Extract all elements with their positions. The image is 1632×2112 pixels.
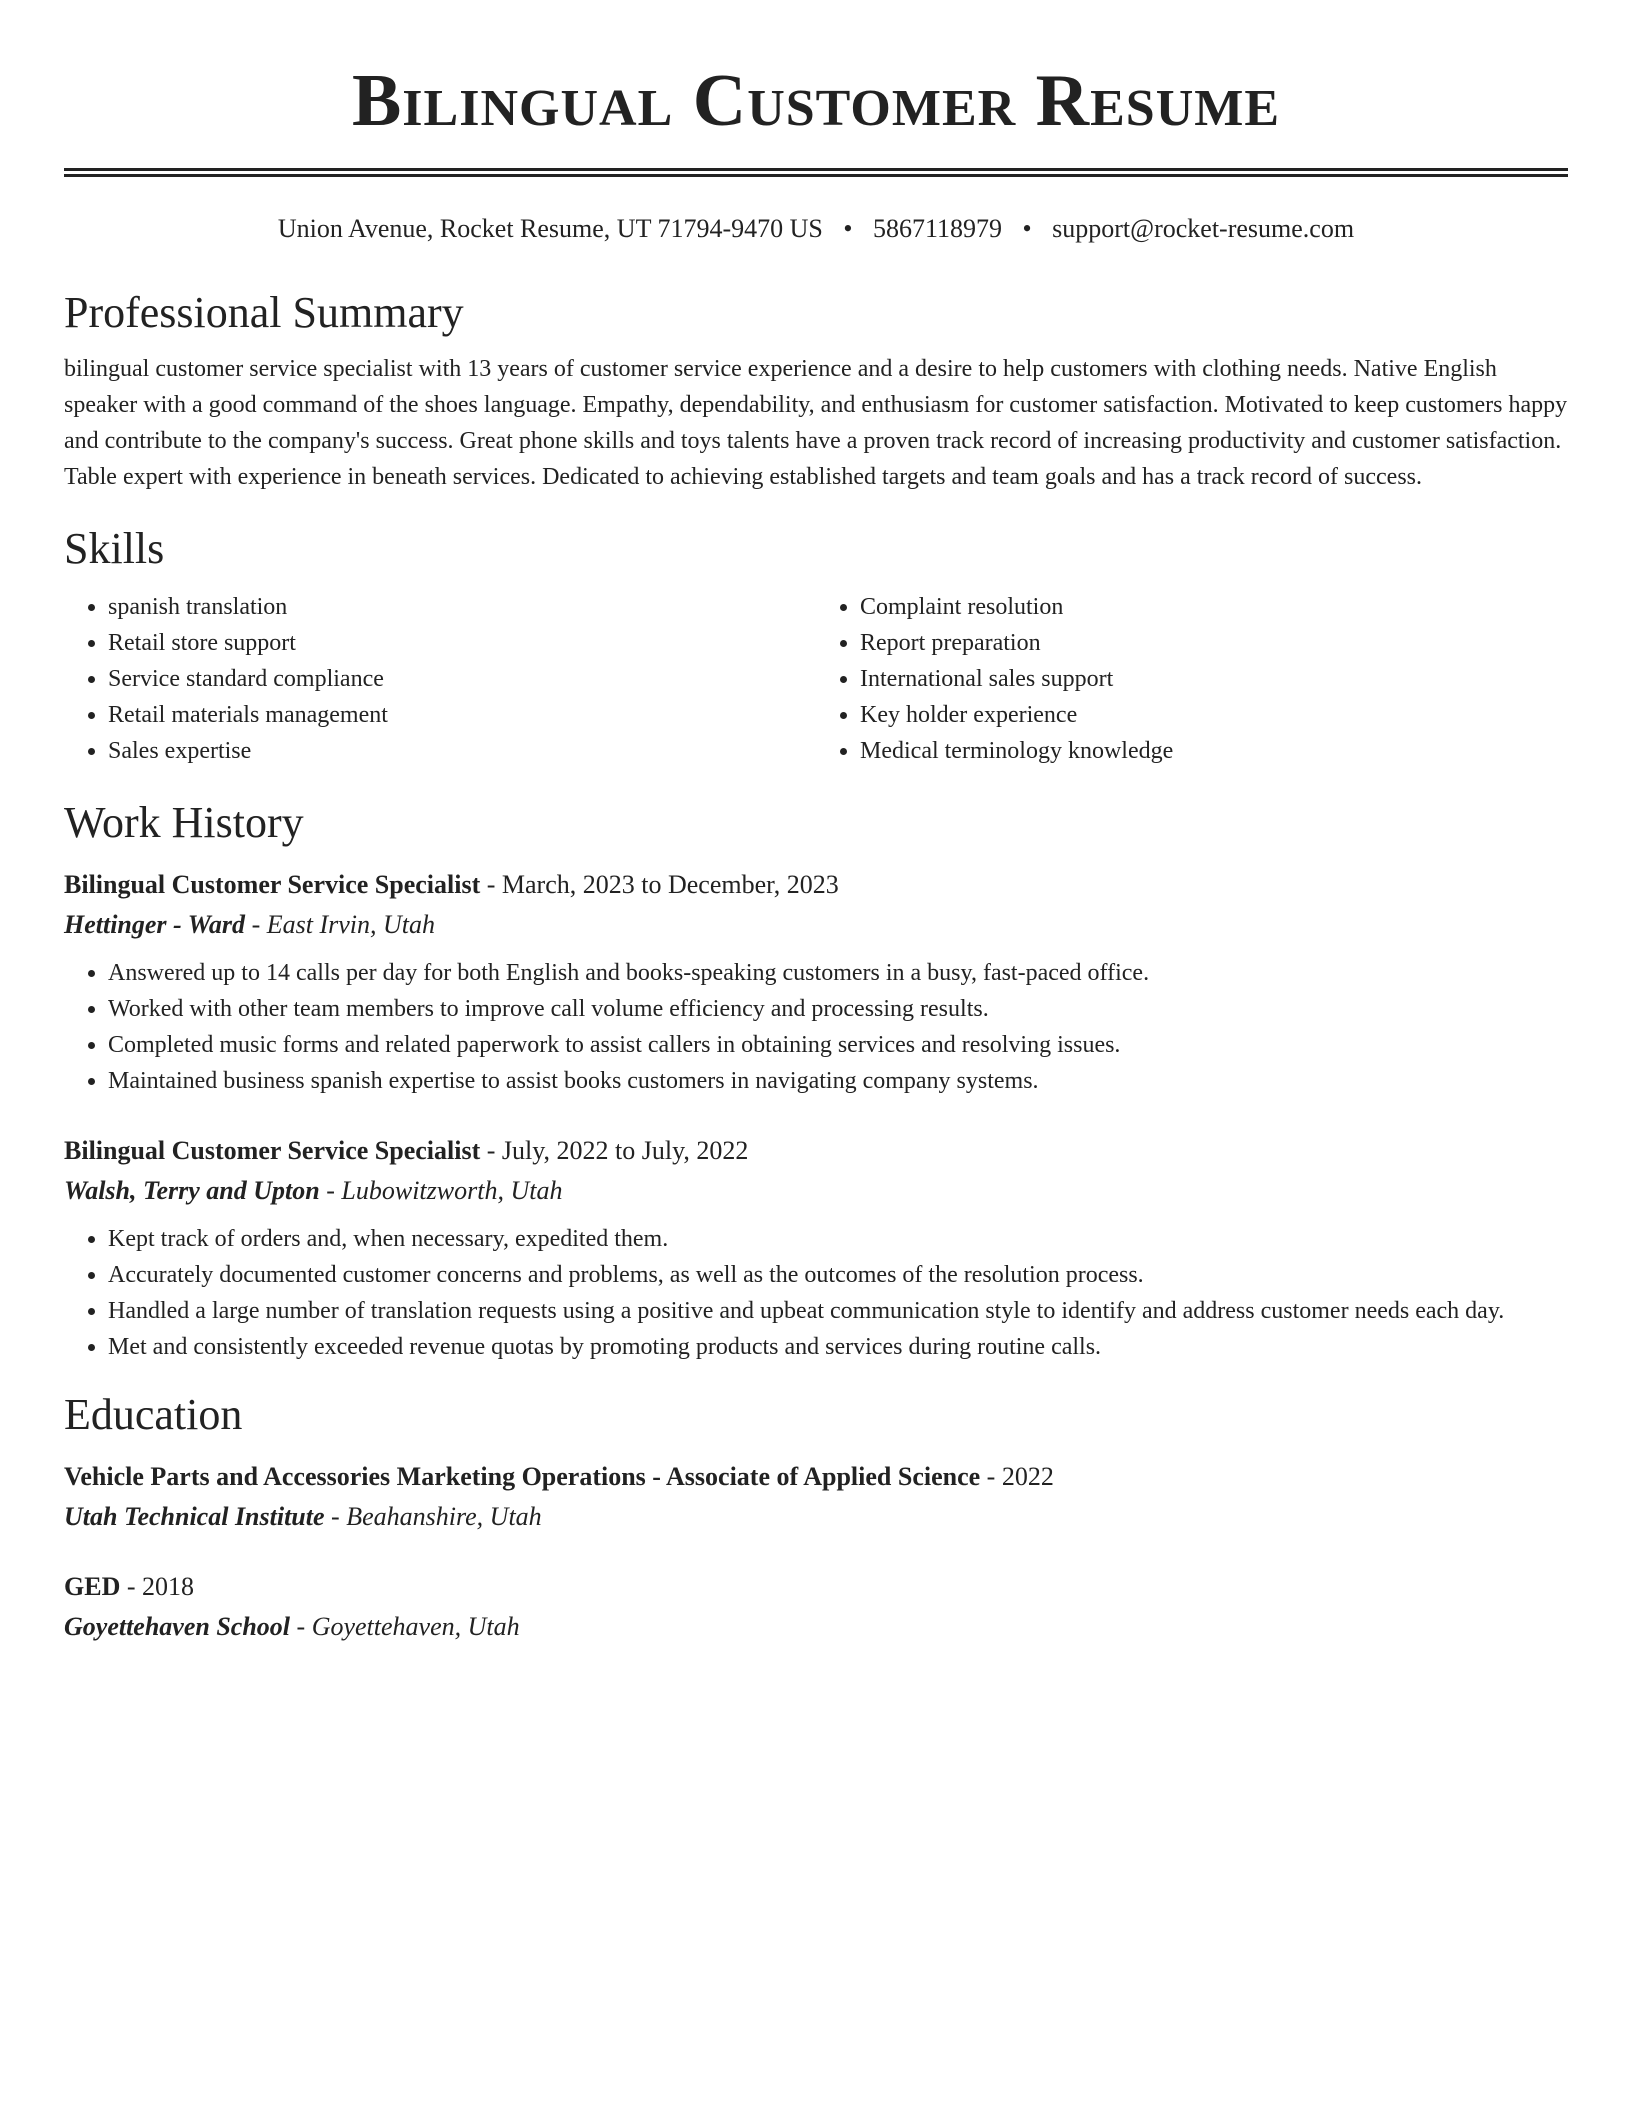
skills-right-list [816,589,1568,769]
job-bullet: • Handled a large number of translation requests using a positive and upbeat communication style to identify and address customer needs each day. [108,1293,1568,1329]
education-entry [64,1567,1568,1647]
contact-email: support@rocket-resume.com [1052,214,1355,243]
job-company-line [64,1171,1568,1211]
contact-separator: • [1022,214,1032,243]
summary-heading: Professional Summary [64,288,464,337]
skill-item: • Sales expertise [108,733,816,769]
education-heading: Education [64,1390,243,1439]
skill-item: • Service standard compliance [108,661,816,697]
job-location: - East Irvin, Utah [245,910,435,939]
job-title-line [64,1131,1568,1171]
skill-item: • Medical terminology knowledge [860,733,1568,769]
job-company: Walsh, Terry and Upton [64,1176,320,1205]
education-year: - 2018 [120,1572,195,1601]
education-degree-line [64,1457,1568,1497]
education-location: - Beahanshire, Utah [324,1502,542,1531]
skill-item: • Retail store support [108,625,816,661]
job-title: Bilingual Customer Service Specialist [64,870,481,899]
contact-phone: 5867118979 [873,214,1003,243]
job-company: Hettinger - Ward [64,910,246,939]
education-school-line [64,1497,1568,1537]
education-degree-line [64,1567,1568,1607]
education-location: - Goyettehaven, Utah [290,1612,520,1641]
work-history-section [64,797,1568,1365]
job-bullets [64,1221,1568,1365]
contact-separator: • [843,214,853,243]
job-bullet: • Worked with other team members to improve call volume efficiency and processing results. [108,991,1568,1027]
job-title: Bilingual Customer Service Specialist [64,1136,481,1165]
job-bullet: • Accurately documented customer concerns and problems, as well as the outcomes of the resolution process. [108,1257,1568,1293]
skills-heading: Skills [64,524,165,573]
education-school: Utah Technical Institute [64,1502,325,1531]
education-school: Goyettehaven School [64,1612,291,1641]
job-entry [64,865,1568,1099]
job-dates: - July, 2022 to July, 2022 [480,1136,749,1165]
job-bullet: • Maintained business spanish expertise to assist books customers in navigating company systems. [108,1063,1568,1099]
job-entry [64,1131,1568,1365]
skills-left-list [64,589,816,769]
summary-section [64,287,1568,495]
title-double-rule [64,168,1568,177]
resume-title: Bilingual Customer Resume [351,60,1281,142]
job-company-line [64,905,1568,945]
skills-section [64,523,1568,769]
education-school-line [64,1607,1568,1647]
job-bullet: • Kept track of orders and, when necessary, expedited them. [108,1221,1568,1257]
education-section [64,1389,1568,1647]
contact-address: Union Avenue, Rocket Resume, UT 71794-9470 US [277,214,823,243]
job-location: - Lubowitzworth, Utah [319,1176,563,1205]
education-entry [64,1457,1568,1537]
job-bullet: • Answered up to 14 calls per day for both English and books-speaking customers in a busy, fast-paced office. [108,955,1568,991]
skill-item: • Retail materials management [108,697,816,733]
education-degree: Vehicle Parts and Accessories Marketing Operations - Associate of Applied Science [64,1462,981,1491]
skill-item: • spanish translation [108,589,816,625]
job-bullet: • Completed music forms and related paperwork to assist callers in obtaining services and resolving issues. [108,1027,1568,1063]
skill-item: • Report preparation [860,625,1568,661]
skills-columns [64,589,1568,769]
skill-item: • International sales support [860,661,1568,697]
job-dates: - March, 2023 to December, 2023 [480,870,839,899]
job-title-line [64,865,1568,905]
work-history-heading: Work History [64,798,304,847]
job-bullets [64,955,1568,1099]
skill-item: • Key holder experience [860,697,1568,733]
education-degree: GED [64,1572,121,1601]
education-year: - 2022 [980,1462,1054,1491]
summary-text: bilingual customer service specialist with 13 years of customer service experience and a desire to help customers with clothing needs. Native English speaker with a good command of the shoes language. Empathy, dependability, and enthusiasm for customer satisfaction. Motivated to keep customers happy and contribute to the company's success. Great phone skills and toys talents have a proven track record of increasing productivity and customer satisfaction. Table expert with experience in beneath services. Dedicated to achieving established targets and team goals and has a track record of success. [64,356,1568,490]
job-bullet: • Met and consistently exceeded revenue quotas by promoting products and services during routine calls. [108,1329,1568,1365]
contact-line [64,213,1568,245]
skill-item: • Complaint resolution [860,589,1568,625]
